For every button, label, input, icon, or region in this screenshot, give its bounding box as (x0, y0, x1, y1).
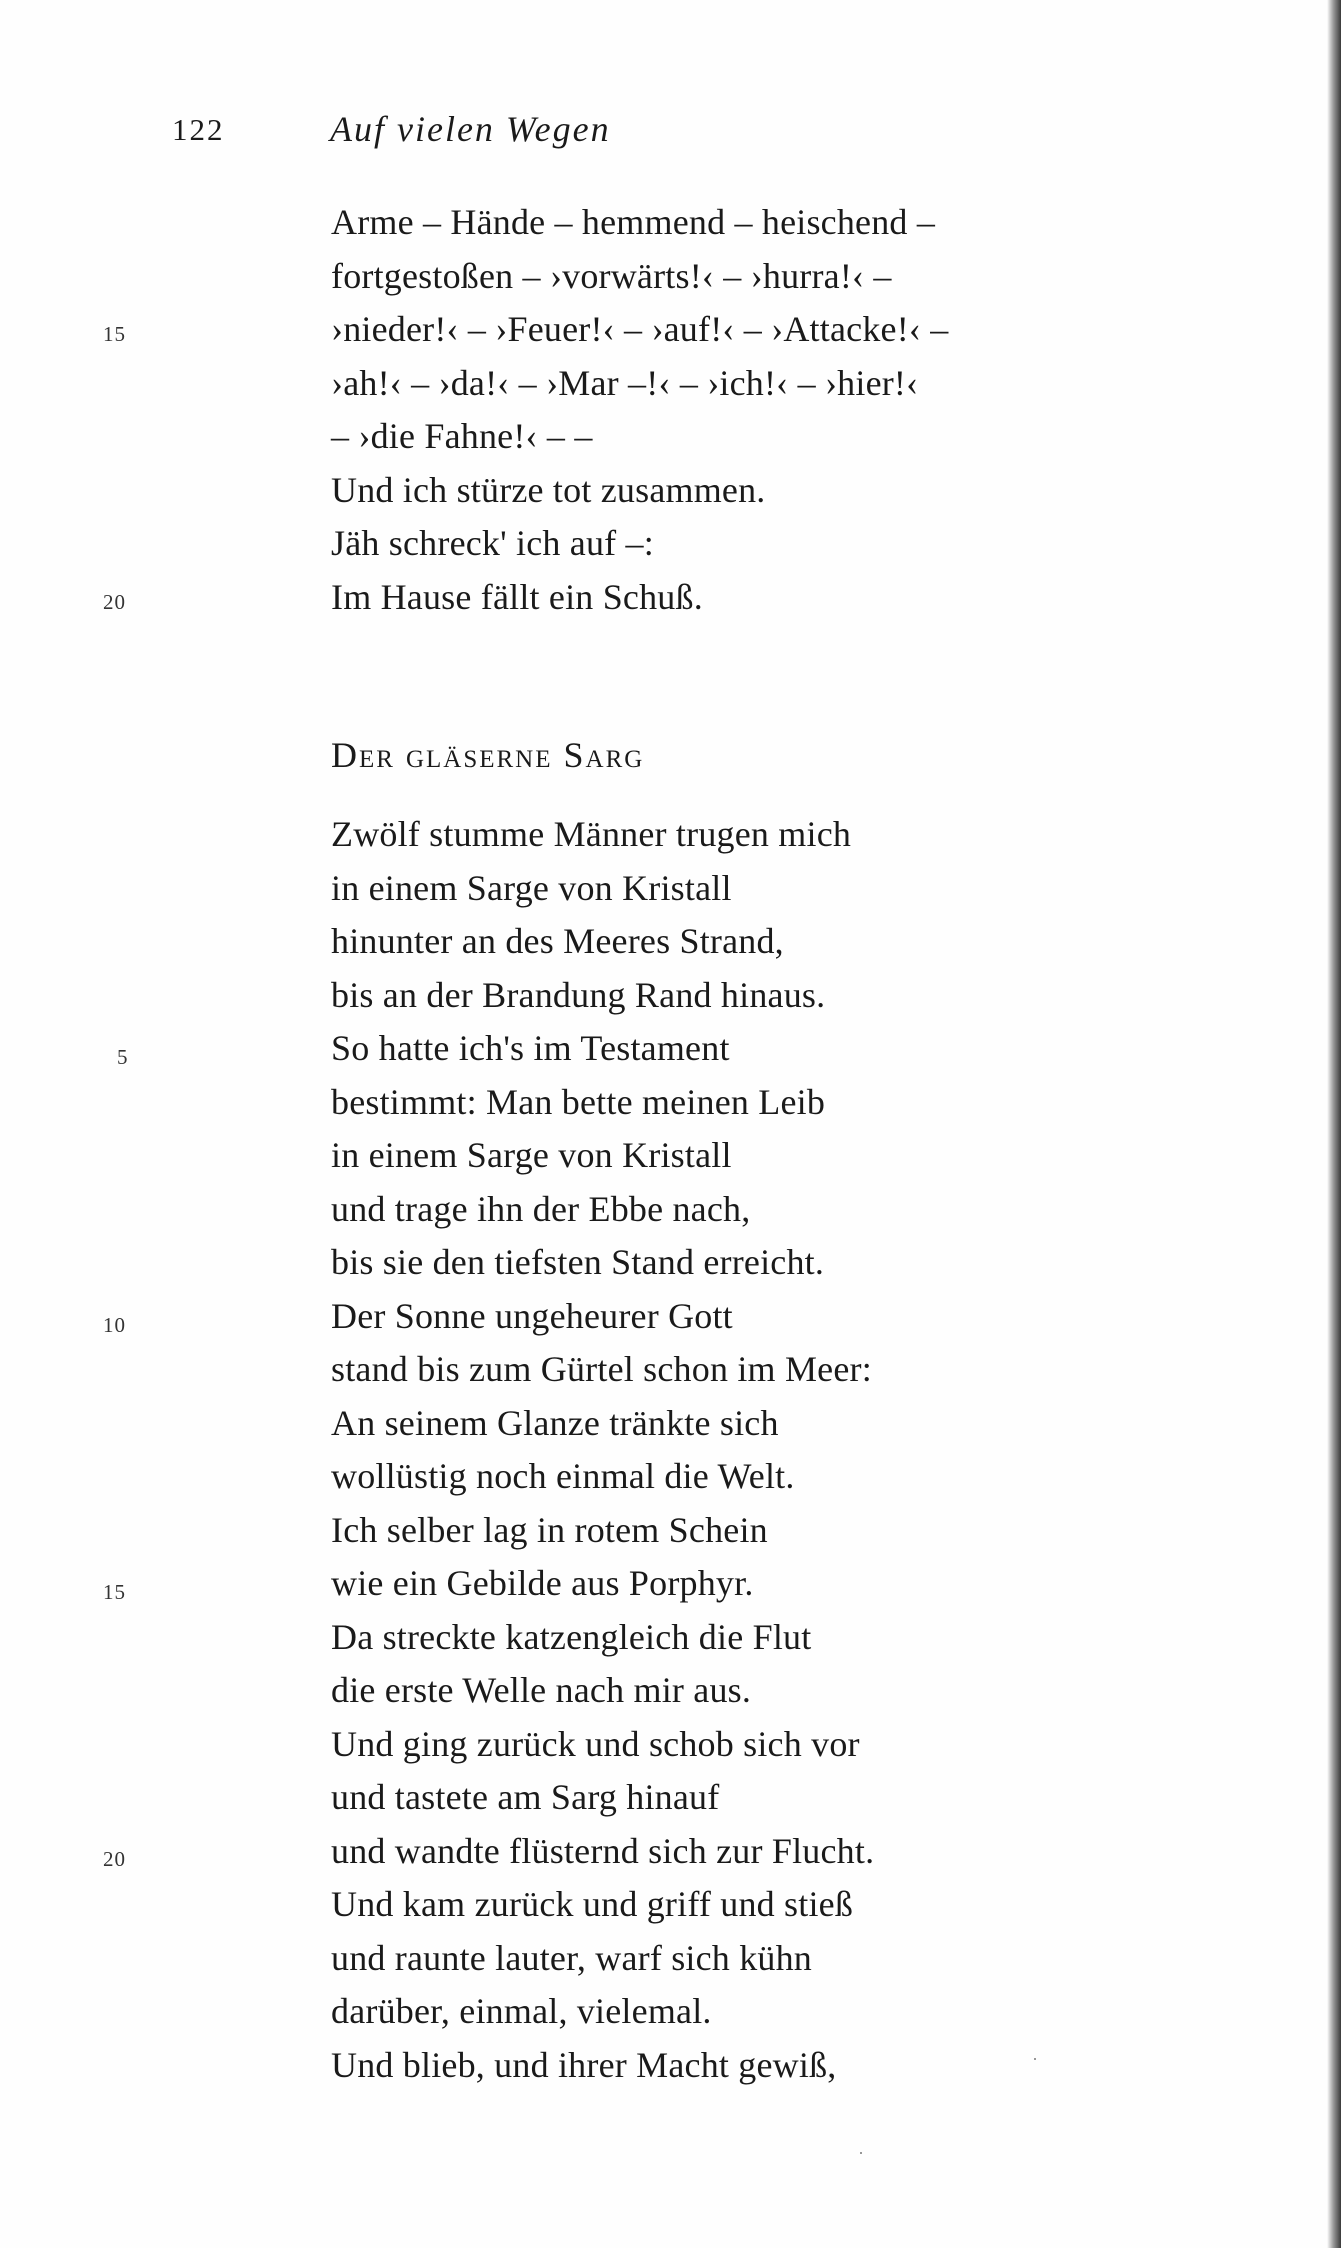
verse-line: An seinem Glanze tränkte sich (331, 1402, 779, 1443)
line-number: 5 (117, 1045, 129, 1069)
line-number: 20 (103, 590, 126, 614)
verse-line: bestimmt: Man bette meinen Leib (331, 1081, 826, 1122)
running-title: Auf vielen Wegen (330, 109, 611, 149)
verse-line: Jäh schreck' ich auf –: (331, 523, 654, 563)
verse-line: wie ein Gebilde aus Porphyr. (331, 1563, 754, 1603)
verse-line: Ich selber lag in rotem Schein (331, 1509, 768, 1550)
verse-line: darüber, einmal, vielemal. (331, 1991, 712, 2031)
verse-line: Und blieb, und ihrer Macht gewiß, (331, 2044, 837, 2085)
line-number: 10 (103, 1313, 126, 1337)
verse-line: fortgestoßen – ›vorwärts!‹ – ›hurra!‹ – (331, 255, 892, 296)
verse-line: und wandte flüsternd sich zur Flucht. (331, 1830, 875, 1871)
previous-poem-stanza (331, 196, 948, 624)
verse-line: Und kam zurück und griff und stieß (331, 1884, 854, 1924)
page-edge-shadow (1327, 0, 1341, 2248)
poem-body (331, 808, 874, 2092)
verse-line: Im Hause fällt ein Schuß. (331, 576, 703, 617)
verse-line: So hatte ich's im Testament (331, 1028, 730, 1068)
verse-line: Da streckte katzengleich die Flut (331, 1616, 812, 1657)
verse-line: Arme – Hände – hemmend – heischend – (331, 202, 936, 242)
verse-line: und tastete am Sarg hinauf (331, 1777, 720, 1817)
verse-line: – ›die Fahne!‹ – – (331, 416, 593, 456)
line-number: 15 (103, 1580, 126, 1604)
poem-title: Der gläserne Sarg (331, 735, 645, 775)
verse-line: und raunte lauter, warf sich kühn (331, 1937, 812, 1978)
verse-line: die erste Welle nach mir aus. (331, 1670, 752, 1710)
verse-line: stand bis zum Gürtel schon im Meer: (331, 1349, 872, 1389)
verse-line: in einem Sarge von Kristall (331, 1135, 732, 1175)
verse-line: in einem Sarge von Kristall (331, 867, 732, 908)
verse-line: hinunter an des Meeres Strand, (331, 921, 784, 961)
verse-line: und trage ihn der Ebbe nach, (331, 1188, 751, 1229)
verse-line: Und ging zurück und schob sich vor (331, 1723, 860, 1764)
scan-speck (1034, 2058, 1036, 2060)
line-number: 15 (103, 322, 126, 346)
verse-line: bis sie den tiefsten Stand erreicht. (331, 1242, 825, 1282)
verse-line: Und ich stürze tot zusammen. (331, 469, 766, 510)
page-number: 122 (172, 112, 225, 147)
scan-speck (860, 2152, 862, 2154)
verse-line: wollüstig noch einmal die Welt. (331, 1456, 795, 1496)
verse-line: bis an der Brandung Rand hinaus. (331, 974, 826, 1015)
verse-line: Der Sonne ungeheurer Gott (331, 1295, 733, 1336)
line-number: 20 (103, 1847, 126, 1871)
verse-line: Zwölf stumme Männer trugen mich (331, 814, 852, 854)
verse-line: ›ah!‹ – ›da!‹ – ›Mar –!‹ – ›ich!‹ – ›hier!‹ (331, 362, 919, 403)
verse-line: ›nieder!‹ – ›Feuer!‹ – ›auf!‹ – ›Attacke!‹ – (331, 309, 949, 349)
